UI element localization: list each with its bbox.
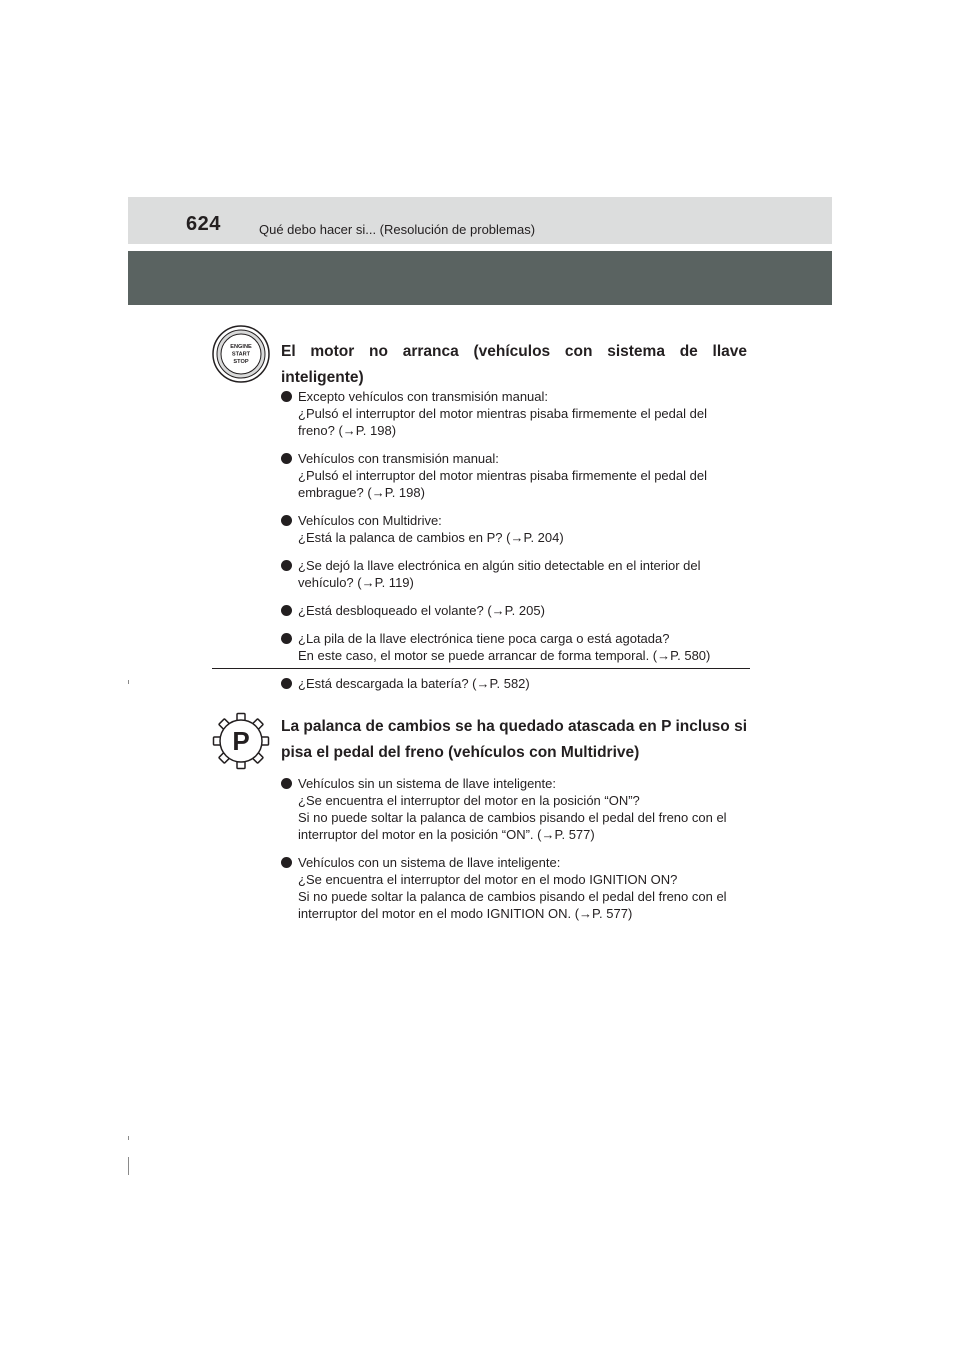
item-line: ¿La pila de la llave electrónica tiene poca carga o está agotada? bbox=[298, 631, 670, 646]
item-line: Si no puede soltar la palanca de cambios pisando el pedal del freno con el bbox=[298, 889, 727, 904]
section-title: La palanca de cambios se ha quedado atascada en P incluso si pisa el pedal del freno (vehículos con Multidrive) bbox=[281, 718, 747, 761]
crop-mark bbox=[128, 1157, 129, 1175]
item-line: ¿Pulsó el interruptor del motor mientras pisaba firmemente el pedal del bbox=[298, 468, 707, 483]
section-divider bbox=[212, 668, 750, 669]
park-gear-icon bbox=[212, 712, 270, 770]
item-line: ¿Se dejó la llave electrónica en algún sitio detectable en el interior del bbox=[298, 558, 701, 573]
bullet-icon bbox=[281, 391, 292, 402]
park-gear-label: P bbox=[232, 726, 250, 756]
item-line: ¿Está desbloqueado el volante? (→P. 205) bbox=[298, 603, 545, 618]
page-number: 624 bbox=[186, 213, 221, 235]
item-line: ¿Se encuentra el interruptor del motor en la posición “ON”? bbox=[298, 793, 640, 808]
chapter-band bbox=[128, 251, 832, 305]
item-line: En este caso, el motor se puede arrancar de forma temporal. (→P. 580) bbox=[298, 648, 711, 663]
engine-label: ENGINE bbox=[230, 344, 252, 350]
bullet-icon bbox=[281, 633, 292, 644]
list-item bbox=[281, 854, 749, 922]
crop-mark bbox=[128, 680, 129, 684]
list-item bbox=[281, 557, 749, 591]
bullet-icon bbox=[281, 560, 292, 571]
header-title: Qué debo hacer si... (Resolución de problemas) bbox=[259, 222, 536, 237]
item-line: interruptor del motor en el modo IGNITION ON. (→P. 577) bbox=[298, 906, 633, 921]
bullet-icon bbox=[281, 678, 292, 689]
bullet-icon bbox=[281, 778, 292, 789]
item-list bbox=[281, 388, 749, 703]
list-item bbox=[281, 512, 749, 546]
item-line: Vehículos con Multidrive: bbox=[298, 513, 442, 528]
item-line: Vehículos con transmisión manual: bbox=[298, 451, 499, 466]
item-line: vehículo? (→P. 119) bbox=[298, 575, 414, 590]
item-line: Vehículos sin un sistema de llave inteligente: bbox=[298, 776, 556, 791]
list-item bbox=[281, 630, 749, 664]
engine-start-stop-icon bbox=[212, 325, 270, 383]
bullet-icon bbox=[281, 515, 292, 526]
list-item bbox=[281, 450, 749, 501]
item-line: ¿Se encuentra el interruptor del motor en el modo IGNITION ON? bbox=[298, 872, 678, 887]
item-line: ¿Pulsó el interruptor del motor mientras pisaba firmemente el pedal del bbox=[298, 406, 707, 421]
item-line: freno? (→P. 198) bbox=[298, 423, 397, 438]
item-line: ¿Está descargada la batería? (→P. 582) bbox=[298, 676, 530, 691]
crop-mark bbox=[128, 1136, 129, 1140]
item-line: embrague? (→P. 198) bbox=[298, 485, 425, 500]
item-line: ¿Está la palanca de cambios en P? (→P. 204) bbox=[298, 530, 564, 545]
item-list bbox=[281, 775, 749, 933]
bullet-icon bbox=[281, 857, 292, 868]
list-item bbox=[281, 675, 749, 692]
item-line: Vehículos con un sistema de llave inteligente: bbox=[298, 855, 561, 870]
list-item bbox=[281, 775, 749, 843]
item-line: Excepto vehículos con transmisión manual: bbox=[298, 389, 549, 404]
start-label: START bbox=[231, 351, 251, 358]
stop-label: STOP bbox=[233, 359, 249, 365]
bullet-icon bbox=[281, 453, 292, 464]
list-item bbox=[281, 388, 749, 439]
item-line: Si no puede soltar la palanca de cambios pisando el pedal del freno con el bbox=[298, 810, 727, 825]
bullet-icon bbox=[281, 605, 292, 616]
item-line: interruptor del motor en la posición “ON”. (→P. 577) bbox=[298, 827, 595, 842]
list-item bbox=[281, 602, 749, 619]
section-title: El motor no arranca (vehículos con sistema de llave inteligente) bbox=[281, 343, 747, 386]
